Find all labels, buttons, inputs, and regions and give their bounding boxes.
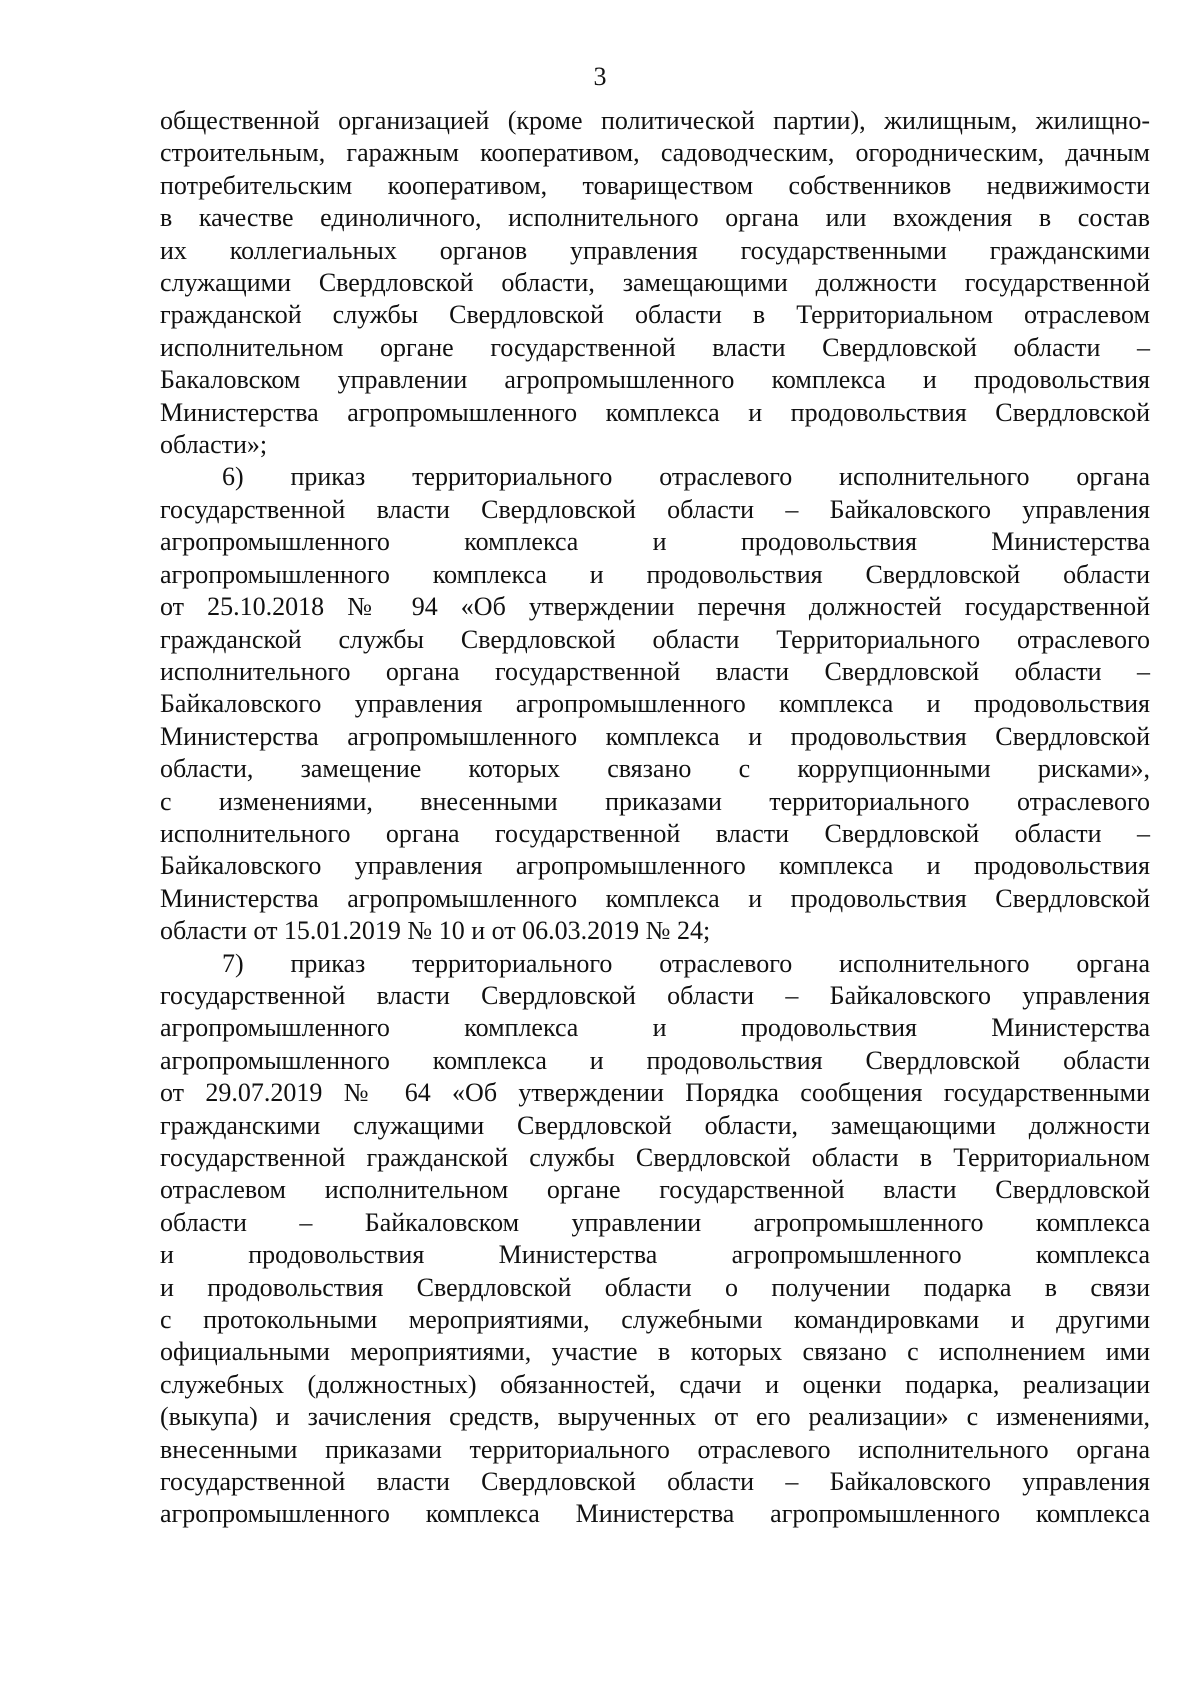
text-line: (выкупа) и зачисления средств, вырученных от его реализации» с изменениями, — [160, 1402, 1150, 1432]
text-line: государственной власти Свердловской области – Байкаловского управления — [160, 494, 1150, 524]
text-line: области от 15.01.2019 № 10 и от 06.03.2019 № 24; — [160, 916, 711, 946]
text-line: с изменениями, внесенными приказами территориального отраслевого — [160, 786, 1150, 816]
text-line: общественной организацией (кроме политической партии), жилищным, жилищно- — [160, 106, 1150, 135]
text-line-item-7: 7) приказ территориального отраслевого исполнительного органа — [222, 948, 1150, 978]
text-line: служащими Свердловской области, замещающими должности государственной — [160, 268, 1150, 298]
text-line: служебных (должностных) обязанностей, сдачи и оценки подарка, реализации — [160, 1369, 1150, 1399]
text-line: внесенными приказами территориального отраслевого исполнительного органа — [160, 1434, 1150, 1464]
text-line: агропромышленного комплекса и продовольствия Свердловской области — [160, 559, 1150, 589]
text-line: государственной власти Свердловской области – Байкаловского управления — [160, 980, 1150, 1010]
text-line: государственной власти Свердловской области – Байкаловского управления — [160, 1467, 1150, 1497]
text-line: официальными мероприятиями, участие в которых связано с исполнением ими — [160, 1337, 1150, 1367]
text-line: агропромышленного комплекса и продовольствия Министерства — [160, 527, 1150, 557]
text-line: их коллегиальных органов управления государственными гражданскими — [160, 235, 1150, 265]
text-line: агропромышленного комплекса Министерства агропромышленного комплекса — [160, 1499, 1150, 1529]
text-line: отраслевом исполнительном органе государственной власти Свердловской — [160, 1175, 1150, 1205]
document-body — [160, 105, 1150, 1531]
text-line: области»; — [160, 430, 268, 460]
text-line: агропромышленного комплекса и продовольствия Министерства — [160, 1013, 1150, 1043]
text-line: Министерства агропромышленного комплекса и продовольствия Свердловской — [160, 397, 1150, 427]
text-line-item-6: 6) приказ территориального отраслевого исполнительного органа — [222, 462, 1150, 492]
text-line: Байкаловского управления агропромышленного комплекса и продовольствия — [160, 851, 1150, 881]
text-line: и продовольствия Министерства агропромышленного комплекса — [160, 1240, 1150, 1270]
text-line: от 25.10.2018 № 94 «Об утверждении перечня должностей государственной — [160, 592, 1150, 622]
text-line: гражданской службы Свердловской области в Территориальном отраслевом — [160, 300, 1150, 330]
text-line: в качестве единоличного, исполнительного органа или вхождения в состав — [160, 203, 1150, 233]
text-line: от 29.07.2019 № 64 «Об утверждении Порядка сообщения государственными — [160, 1078, 1150, 1108]
text-line: государственной гражданской службы Свердловской области в Территориальном — [160, 1143, 1150, 1172]
text-line: исполнительного органа государственной власти Свердловской области – — [160, 656, 1150, 686]
text-line: и продовольствия Свердловской области о получении подарка в связи — [160, 1272, 1150, 1302]
text-line: потребительским кооперативом, товариществом собственников недвижимости — [160, 170, 1150, 200]
text-line: гражданскими служащими Свердловской области, замещающими должности — [160, 1110, 1150, 1140]
text-line: области, замещение которых связано с коррупционными рисками», — [160, 754, 1150, 784]
text-line: Байкаловского управления агропромышленного комплекса и продовольствия — [160, 689, 1150, 719]
text-line: Министерства агропромышленного комплекса и продовольствия Свердловской — [160, 721, 1150, 751]
text-line: исполнительного органа государственной власти Свердловской области – — [160, 818, 1150, 848]
text-line: с протокольными мероприятиями, служебными командировками и другими — [160, 1305, 1150, 1335]
text-line: строительным, гаражным кооперативом, садоводческим, огородническим, дачным — [160, 138, 1150, 168]
text-line: гражданской службы Свердловской области Территориального отраслевого — [160, 624, 1150, 654]
text-line: Министерства агропромышленного комплекса и продовольствия Свердловской — [160, 883, 1150, 913]
text-line: исполнительном органе государственной власти Свердловской области – — [160, 332, 1150, 362]
page-number: 3 — [593, 62, 607, 91]
text-line: Бакаловском управлении агропромышленного комплекса и продовольствия — [160, 365, 1150, 395]
text-line: агропромышленного комплекса и продовольствия Свердловской области — [160, 1045, 1150, 1075]
text-line: области – Байкаловском управлении агропромышленного комплекса — [160, 1207, 1150, 1237]
